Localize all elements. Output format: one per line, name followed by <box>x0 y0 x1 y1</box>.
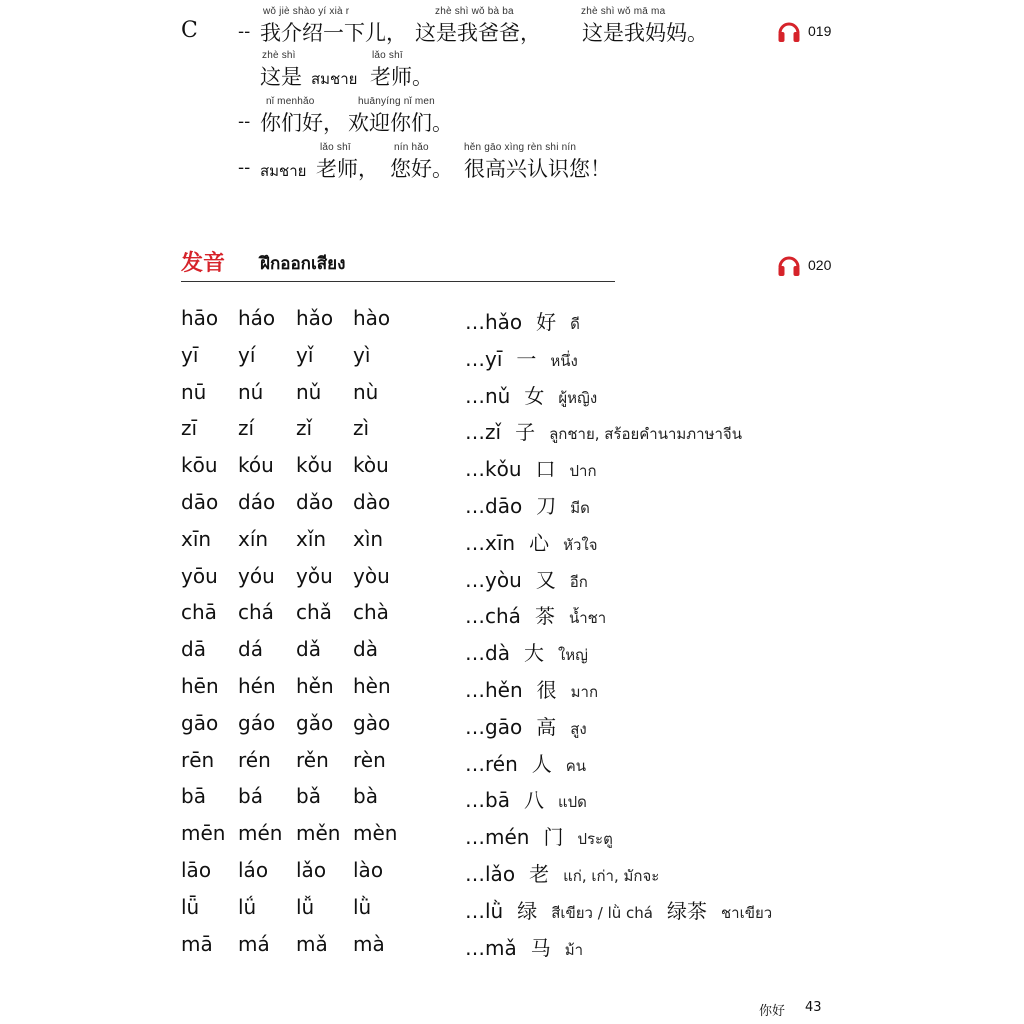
dialogue-line <box>238 6 758 44</box>
example-hanzi: 口 <box>535 457 556 482</box>
example-hanzi: 高 <box>536 714 557 739</box>
tone-syllable: háo <box>238 306 276 330</box>
drill-row <box>0 674 1024 710</box>
example-pinyin: …kǒu <box>465 457 522 482</box>
example-meaning: ลูกชาย, สร้อยคำนามภาษาจีน <box>549 425 742 444</box>
section-subtitle: ฝึกออกเสียง <box>260 254 346 274</box>
tone-syllable: rěn <box>296 747 329 772</box>
example-pinyin: …nǔ <box>465 383 511 408</box>
tone-syllable: xīn <box>181 526 212 551</box>
footer <box>759 1000 822 1019</box>
example-meaning: ผู้หญิง <box>558 388 598 407</box>
tone-syllable: mēn <box>181 821 226 846</box>
tone-syllable: yí <box>238 342 256 367</box>
example-hanzi: 很 <box>536 678 557 702</box>
tone-syllable: lǎo <box>296 858 327 882</box>
hanzi: 欢迎你们。 <box>348 111 453 135</box>
example-hanzi: 人 <box>531 751 552 776</box>
headphones-icon <box>776 252 802 278</box>
drill-row <box>0 380 1024 416</box>
example-pinyin: …mén <box>465 825 530 850</box>
tone-syllable: nū <box>181 379 207 404</box>
hanzi: 很高兴认识您！ <box>464 157 611 181</box>
tone-syllable: dāo <box>181 490 219 514</box>
example-meaning: ใหญ่ <box>557 646 588 665</box>
example-word <box>465 748 586 778</box>
example-pinyin: …hǎo <box>465 310 523 334</box>
drill-row <box>0 306 1024 342</box>
tone-syllable: kǒu <box>296 453 333 478</box>
tone-syllable: lāo <box>181 858 212 882</box>
example-pinyin: …chá <box>465 604 521 629</box>
tone-syllable: dáo <box>238 490 276 514</box>
example-pinyin: …lǜ <box>465 898 504 923</box>
example-meaning: หนึ่ง <box>550 351 578 370</box>
example-word <box>465 895 772 925</box>
pinyin: zhè shì <box>262 50 296 61</box>
example-pinyin: …zǐ <box>465 420 502 445</box>
example-pinyin: …hěn <box>465 678 523 702</box>
tone-syllable: yǐ <box>296 342 314 367</box>
hanzi: 我介绍一下儿， <box>260 21 407 45</box>
pinyin: zhè shì wǒ bà ba <box>435 6 514 17</box>
tone-syllable: chà <box>353 600 389 625</box>
tone-syllable: kòu <box>353 453 389 478</box>
example-meaning: ดี <box>570 315 580 333</box>
tone-syllable: lào <box>353 858 384 882</box>
drill-row <box>0 564 1024 600</box>
example-pinyin: …rén <box>465 751 518 776</box>
tone-syllable: chá <box>238 600 274 625</box>
drill-row <box>0 490 1024 526</box>
drill-row <box>0 637 1024 673</box>
section-divider <box>181 281 615 282</box>
example-word <box>465 600 606 630</box>
audio-track-020[interactable] <box>776 252 831 278</box>
pinyin: huānyíng nǐ men <box>358 96 435 107</box>
drill-row <box>0 600 1024 636</box>
tone-syllable: láo <box>238 858 269 882</box>
thai-name: สมชาย <box>260 162 307 180</box>
example-hanzi: 子 <box>515 420 536 445</box>
example-pinyin: …gāo <box>465 714 523 739</box>
example-word <box>465 674 598 704</box>
example-word <box>465 821 613 851</box>
drill-row <box>0 343 1024 379</box>
example-meaning: สีเขียว / lǜ chá <box>551 903 653 922</box>
tone-syllable: gáo <box>238 710 276 735</box>
tone-syllable: lǜ <box>353 894 372 919</box>
tone-syllable: xìn <box>353 526 384 551</box>
drill-row <box>0 711 1024 747</box>
example-hanzi: 女 <box>524 383 545 408</box>
tone-syllable: zǐ <box>296 416 313 441</box>
example-pinyin: …mǎ <box>465 935 517 960</box>
tone-syllable: mā <box>181 931 213 956</box>
example-word <box>465 490 590 520</box>
tone-syllable: gǎo <box>296 710 334 735</box>
tone-syllable: nú <box>238 379 264 404</box>
drill-row <box>0 453 1024 489</box>
drill-row <box>0 895 1024 931</box>
tone-syllable: dā <box>181 637 206 662</box>
tone-syllable: měn <box>296 821 341 846</box>
tone-syllable: rèn <box>353 747 386 772</box>
example-hanzi: 好 <box>536 310 557 334</box>
tone-syllable: yōu <box>181 563 218 588</box>
example-word <box>465 416 742 446</box>
example-word <box>465 858 659 888</box>
tone-syllable: bǎ <box>296 784 321 809</box>
headphones-icon <box>776 18 802 44</box>
audio-number: 019 <box>808 23 832 39</box>
drill-row <box>0 416 1024 452</box>
tone-syllable: hào <box>353 306 391 330</box>
example-hanzi: 茶 <box>534 604 555 629</box>
tone-syllable: zì <box>353 416 370 441</box>
pinyin: wǒ jiè shào yí xià r <box>263 6 350 17</box>
hanzi: 这是我爸爸， <box>415 21 541 45</box>
example-pinyin: …bā <box>465 788 510 813</box>
drill-row <box>0 527 1024 563</box>
dialogue-label: C <box>181 18 198 43</box>
example-meaning: มีด <box>570 499 590 517</box>
tone-syllable: xǐn <box>296 526 327 551</box>
pinyin: nǐ menhǎo <box>266 96 315 107</box>
tone-syllable: lǚ <box>296 894 315 919</box>
pinyin: nín hǎo <box>394 142 429 153</box>
thai-name: สมชาย <box>311 70 358 88</box>
dialogue-line <box>238 142 758 180</box>
tone-syllable: hén <box>238 674 276 698</box>
tone-syllable: dǎo <box>296 490 334 514</box>
example-meaning: ประตู <box>577 830 613 849</box>
example-hanzi: 一 <box>516 346 537 371</box>
example-hanzi: 老 <box>529 862 550 886</box>
example-hanzi: 八 <box>523 788 544 813</box>
drill-row <box>0 821 1024 857</box>
footer-title: 你好 <box>759 1004 786 1019</box>
dash: -- <box>238 112 251 132</box>
tone-syllable: lǖ <box>181 894 200 919</box>
drill-row <box>0 932 1024 968</box>
tone-syllable: gào <box>353 710 391 735</box>
tone-syllable: yóu <box>238 563 275 588</box>
example-meaning: หัวใจ <box>563 535 598 554</box>
dash: -- <box>238 158 251 178</box>
tone-syllable: yòu <box>353 563 390 588</box>
example-word <box>465 932 583 962</box>
tone-syllable: má <box>238 931 270 956</box>
tone-syllable: yì <box>353 342 371 367</box>
pinyin: lǎo shī <box>372 50 403 61</box>
dialogue-line <box>238 50 758 88</box>
tone-syllable: hēn <box>181 674 219 698</box>
tone-syllable: yī <box>181 342 199 367</box>
example-hanzi: 又 <box>535 567 556 592</box>
tone-syllable: mèn <box>353 821 398 846</box>
tone-syllable: xín <box>238 526 269 551</box>
example-meaning: อีก <box>569 572 588 591</box>
example-meaning: แก่, เก่า, มักจะ <box>563 867 660 885</box>
example-pinyin: …yī <box>465 346 503 371</box>
tone-syllable: mén <box>238 821 283 846</box>
example-word <box>465 564 588 594</box>
example-word <box>465 784 587 814</box>
tone-syllable: rén <box>238 747 271 772</box>
example-word <box>465 380 597 410</box>
tone-syllable: bà <box>353 784 378 809</box>
dialogue-line <box>238 96 758 134</box>
example-meaning: ชาเขียว <box>720 903 773 922</box>
pinyin: hěn gāo xìng rèn shi nín <box>464 142 577 153</box>
tone-syllable: yǒu <box>296 563 333 588</box>
tone-syllable: kóu <box>238 453 274 478</box>
example-word <box>465 343 578 373</box>
example-word <box>465 306 580 336</box>
pinyin: lǎo shī <box>320 142 351 153</box>
tone-syllable: chǎ <box>296 600 332 625</box>
tone-syllable: dà <box>353 637 378 662</box>
drill-row <box>0 858 1024 894</box>
hanzi: 老师。 <box>370 65 433 89</box>
example-hanzi: 马 <box>530 935 551 960</box>
example-pinyin: …dāo <box>465 494 523 518</box>
example-meaning: แปด <box>557 793 587 812</box>
tone-syllable: lǘ <box>238 894 257 919</box>
example-word <box>465 711 587 741</box>
example-hanzi: 门 <box>543 825 564 850</box>
example-hanzi: 绿 <box>517 898 538 923</box>
example-word <box>465 527 598 557</box>
example-pinyin: …yòu <box>465 567 522 592</box>
dash: -- <box>238 22 251 42</box>
tone-syllable: nǔ <box>296 379 322 404</box>
tone-syllable: zī <box>181 416 198 441</box>
tone-syllable: dào <box>353 490 391 514</box>
audio-number: 020 <box>808 257 832 273</box>
tone-syllable: hèn <box>353 674 391 698</box>
drill-row <box>0 784 1024 820</box>
example-hanzi: 大 <box>523 641 544 666</box>
pinyin: zhè shì wǒ mā ma <box>581 6 666 17</box>
hanzi: 老师， <box>316 157 379 181</box>
tone-syllable: bā <box>181 784 206 809</box>
example-meaning: น้ำชา <box>568 609 607 628</box>
example-hanzi: 绿茶 <box>666 898 707 923</box>
example-hanzi: 刀 <box>536 494 557 518</box>
tone-syllable: mà <box>353 931 385 956</box>
example-meaning: ปาก <box>569 462 597 481</box>
example-meaning: ม้า <box>564 940 584 959</box>
tone-syllable: hǎo <box>296 306 334 330</box>
section-title: 发音 <box>181 250 226 276</box>
example-hanzi: 心 <box>529 530 550 555</box>
example-meaning: มาก <box>570 683 599 701</box>
tone-syllable: mǎ <box>296 931 328 956</box>
hanzi: 这是 <box>260 65 302 89</box>
tone-syllable: kōu <box>181 453 218 478</box>
tone-syllable: gāo <box>181 710 219 735</box>
tone-syllable: nù <box>353 379 379 404</box>
example-pinyin: …lǎo <box>465 862 516 886</box>
tone-syllable: hěn <box>296 674 334 698</box>
example-pinyin: …dà <box>465 641 510 666</box>
tone-syllable: dá <box>238 637 263 662</box>
hanzi: 你们好， <box>260 111 344 135</box>
example-word <box>465 453 597 483</box>
tone-syllable: dǎ <box>296 637 321 662</box>
drill-row <box>0 748 1024 784</box>
example-meaning: สูง <box>570 719 587 738</box>
example-word <box>465 637 588 667</box>
hanzi: 这是我妈妈。 <box>582 21 708 45</box>
tone-syllable: rēn <box>181 747 215 772</box>
page-number: 43 <box>805 1000 822 1015</box>
tone-syllable: zí <box>238 416 255 441</box>
audio-track-019[interactable] <box>776 18 831 44</box>
tone-syllable: chā <box>181 600 217 625</box>
hanzi: 您好。 <box>390 157 453 181</box>
example-meaning: คน <box>565 756 587 775</box>
example-pinyin: …xīn <box>465 530 516 555</box>
tone-syllable: hāo <box>181 306 219 330</box>
tone-syllable: bá <box>238 784 263 809</box>
